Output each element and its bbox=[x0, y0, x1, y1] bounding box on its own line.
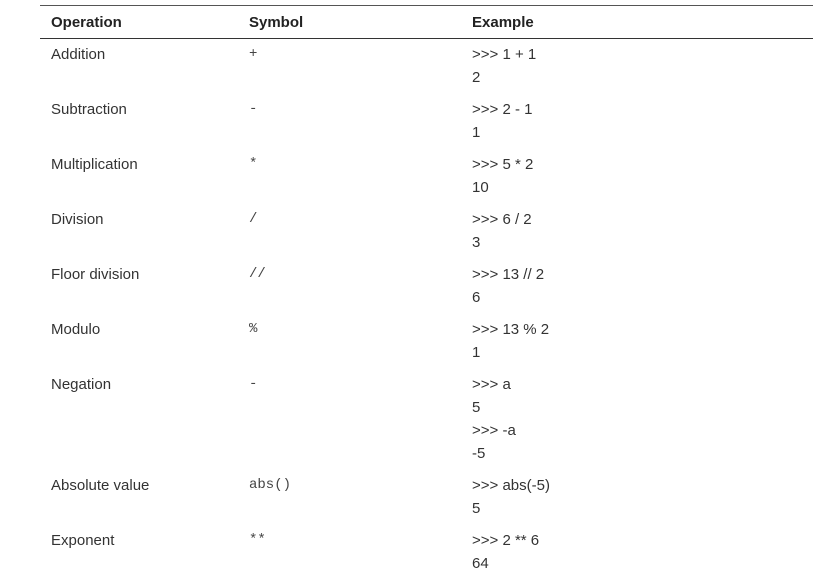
example-line: 5 bbox=[472, 399, 481, 416]
operation-cell: Modulo bbox=[51, 321, 101, 338]
example-cell bbox=[472, 153, 533, 199]
operation-cell: Multiplication bbox=[51, 156, 138, 173]
table-row bbox=[40, 263, 813, 318]
symbol-cell: + bbox=[249, 46, 258, 62]
symbol-cell: - bbox=[249, 101, 258, 117]
table-row bbox=[40, 373, 813, 474]
example-cell bbox=[472, 474, 550, 520]
table-header bbox=[40, 7, 813, 39]
symbol-cell: % bbox=[249, 321, 258, 337]
table-row bbox=[40, 208, 813, 263]
example-line: 1 bbox=[472, 344, 481, 361]
operation-cell: Floor division bbox=[51, 266, 140, 283]
example-line: -5 bbox=[472, 445, 486, 462]
example-cell bbox=[472, 98, 532, 144]
example-line: >>> 13 % 2 bbox=[472, 321, 550, 338]
example-cell bbox=[472, 208, 532, 254]
table-top-rule bbox=[40, 5, 813, 6]
example-cell bbox=[472, 318, 549, 364]
example-cell bbox=[472, 529, 539, 574]
operation-cell: Absolute value bbox=[51, 477, 150, 494]
example-line: 1 bbox=[472, 124, 481, 141]
operation-cell: Exponent bbox=[51, 532, 115, 549]
example-cell bbox=[472, 43, 536, 89]
symbol-cell: / bbox=[249, 211, 258, 227]
table-row bbox=[40, 43, 813, 98]
symbol-cell: // bbox=[249, 266, 266, 282]
header-example: Example bbox=[472, 14, 534, 31]
operation-cell: Subtraction bbox=[51, 101, 127, 118]
operation-cell: Division bbox=[51, 211, 104, 228]
example-line: >>> 13 // 2 bbox=[472, 266, 545, 283]
example-line: 6 bbox=[472, 289, 481, 306]
example-line: 64 bbox=[472, 555, 489, 572]
example-cell bbox=[472, 263, 544, 309]
example-line: 2 bbox=[472, 69, 481, 86]
table-row bbox=[40, 474, 813, 529]
example-line: >>> 5 * 2 bbox=[472, 156, 534, 173]
example-line: >>> 2 ** 6 bbox=[472, 532, 540, 549]
operation-cell: Negation bbox=[51, 376, 112, 393]
symbol-cell: abs() bbox=[249, 477, 292, 493]
header-operation: Operation bbox=[51, 14, 122, 31]
table-row bbox=[40, 153, 813, 208]
example-line: >>> 2 - 1 bbox=[472, 101, 533, 118]
table-body bbox=[40, 43, 813, 574]
table-row bbox=[40, 529, 813, 574]
symbol-cell: * bbox=[249, 156, 258, 172]
operation-cell: Addition bbox=[51, 46, 106, 63]
example-line: >>> 6 / 2 bbox=[472, 211, 532, 228]
example-line: >>> 1 + 1 bbox=[472, 46, 537, 63]
example-line: >>> -a bbox=[472, 422, 516, 439]
example-line: >>> abs(-5) bbox=[472, 477, 550, 494]
header-symbol: Symbol bbox=[249, 14, 304, 31]
example-line: >>> a bbox=[472, 376, 511, 393]
example-cell bbox=[472, 373, 516, 465]
symbol-cell: - bbox=[249, 376, 258, 392]
symbol-cell: ** bbox=[249, 532, 266, 548]
example-line: 5 bbox=[472, 500, 481, 517]
table-row bbox=[40, 318, 813, 373]
table-row bbox=[40, 98, 813, 153]
example-line: 3 bbox=[472, 234, 481, 251]
example-line: 10 bbox=[472, 179, 489, 196]
